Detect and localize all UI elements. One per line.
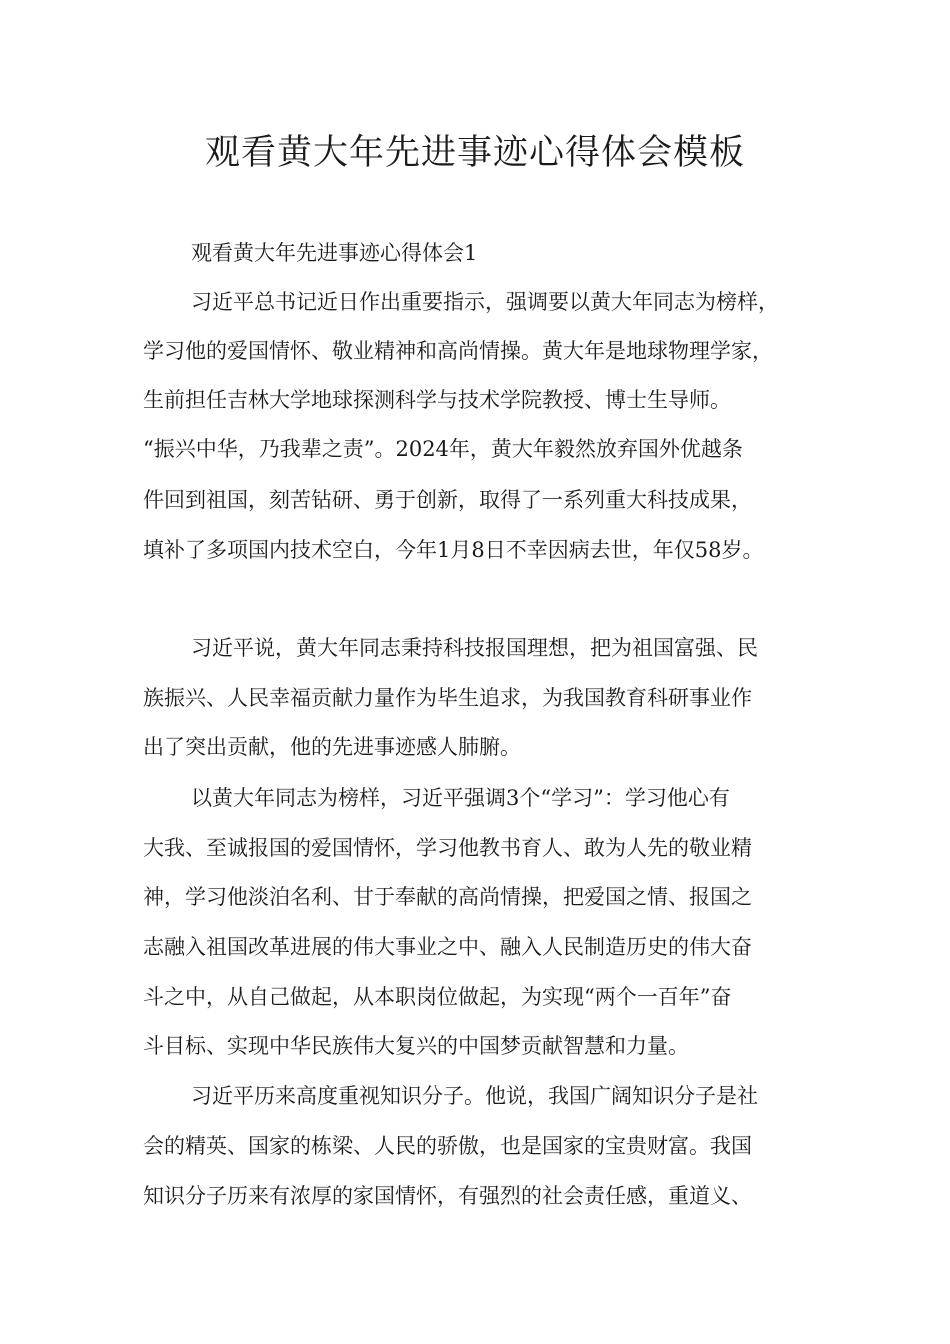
paragraph-line: 会的精英、国家的栋梁、人民的骄傲，也是国家的宝贵财富。我国 xyxy=(143,1134,752,1158)
paragraph-line: 习近平总书记近日作出重要指示，强调要以黄大年同志为榜样， xyxy=(191,290,779,314)
paragraph-line: 出了突出贡献，他的先进事迹感人肺腑。 xyxy=(143,735,521,759)
paragraph-line: 习近平历来高度重视知识分子。他说，我国广阔知识分子是社 xyxy=(191,1084,758,1108)
paragraph-line: 学习他的爱国情怀、敬业精神和高尚情操。黄大年是地球物理学家， xyxy=(143,339,773,363)
paragraph-line: 生前担任吉林大学地球探测科学与技术学院教授、博士生导师。 xyxy=(143,388,731,412)
paragraph-line: 习近平说，黄大年同志秉持科技报国理想，把为祖国富强、民 xyxy=(191,636,758,660)
paragraph-line: 以黄大年同志为榜样，习近平强调3个“学习”：学习他心有 xyxy=(191,786,730,810)
paragraph-line: 神，学习他淡泊名利、甘于奉献的高尚情操，把爱国之情、报国之 xyxy=(143,885,752,909)
paragraph-line: 填补了多项国内技术空白，今年1月8日不幸因病去世，年仅58岁。 xyxy=(143,538,764,562)
paragraph-line: 志融入祖国改革进展的伟大事业之中、融入人民制造历史的伟大奋 xyxy=(143,935,752,959)
paragraph-line: 件回到祖国，刻苦钻研、勇于创新，取得了一系列重大科技成果， xyxy=(143,488,752,512)
section-heading: 观看黄大年先进事迹心得体会1 xyxy=(191,241,478,265)
paragraph-line: 知识分子历来有浓厚的家国情怀，有强烈的社会责任感，重道义、 xyxy=(143,1184,752,1208)
paragraph-line: 大我、至诚报国的爱国情怀，学习他教书育人、敢为人先的敬业精 xyxy=(143,836,752,860)
paragraph-line: 斗之中，从自己做起，从本职岗位做起，为实现“两个一百年”奋 xyxy=(143,985,732,1009)
document-title: 观看黄大年先进事迹心得体会模板 xyxy=(204,133,745,173)
paragraph-line: 族振兴、人民幸福贡献力量作为毕生追求，为我国教育科研事业作 xyxy=(143,686,752,710)
paragraph-line: 斗目标、实现中华民族伟大复兴的中国梦贡献智慧和力量。 xyxy=(143,1034,689,1058)
paragraph-line: “振兴中华，乃我辈之责”。2024年，黄大年毅然放弃国外优越条 xyxy=(143,437,743,461)
